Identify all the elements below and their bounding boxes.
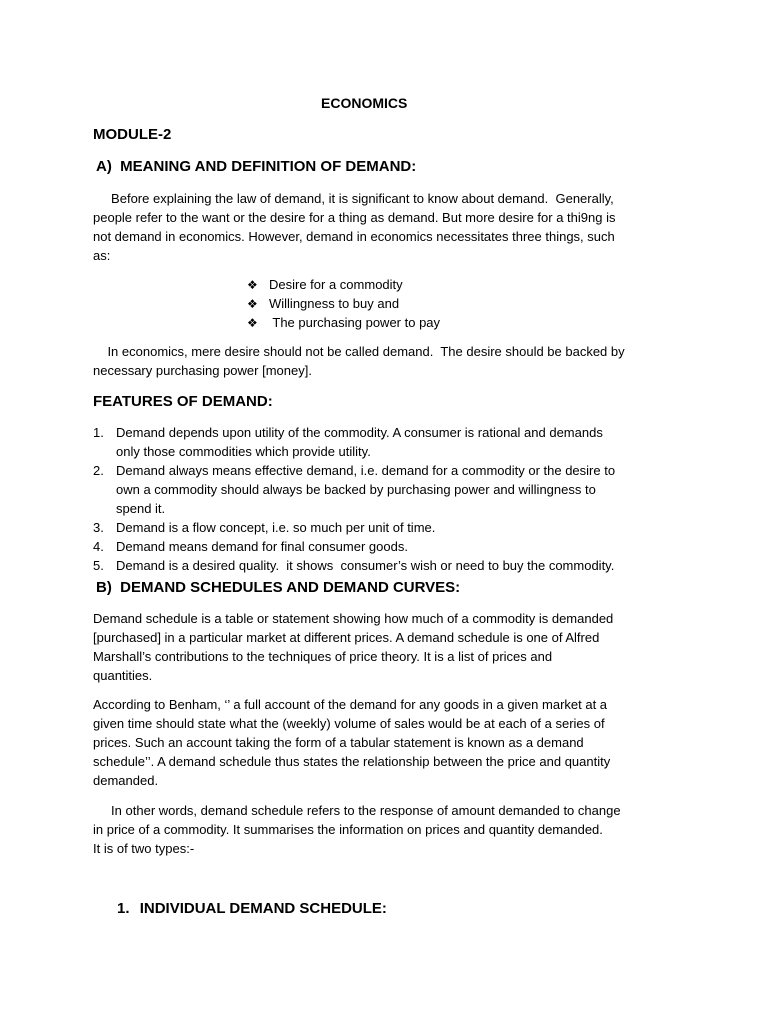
- section-b-heading: B) DEMAND SCHEDULES AND DEMAND CURVES:: [96, 579, 461, 596]
- section-b-paragraph-1: [93, 609, 683, 685]
- section-a-intro: [93, 189, 683, 265]
- features-list: [93, 423, 683, 575]
- features-heading: FEATURES OF DEMAND:: [93, 393, 273, 410]
- list-item: [247, 275, 647, 294]
- list-item-text: Desire for a commodity: [269, 277, 403, 292]
- text-line: people refer to the want or the desire for a thing as demand. But more desire for a thi9ng is: [93, 210, 616, 225]
- text-line: It is of two types:-: [93, 841, 195, 856]
- list-number: 2.: [93, 463, 104, 478]
- text-line: quantities.: [93, 668, 153, 683]
- text-line: not demand in economics. However, demand in economics necessitates three things, such: [93, 229, 615, 244]
- text-line: prices. Such an account taking the form of a tabular statement is known as a demand: [93, 735, 584, 750]
- text-line: Before explaining the law of demand, it is significant to know about demand. Generally,: [93, 191, 614, 206]
- text-line: Demand schedule is a table or statement showing how much of a commodity is demanded: [93, 611, 614, 626]
- list-item: [93, 518, 683, 537]
- text-line: demanded.: [93, 773, 159, 788]
- subsection-title: INDIVIDUAL DEMAND SCHEDULE:: [139, 900, 387, 917]
- text-line: only those commodities which provide utility.: [116, 444, 371, 459]
- text-line: [purchased] in a particular market at different prices. A demand schedule is one of Alfred: [93, 630, 600, 645]
- list-number: 5.: [93, 558, 104, 573]
- text-line: Marshall’s contributions to the techniques of price theory. It is a list of prices and: [93, 649, 553, 664]
- list-item-text: The purchasing power to pay: [269, 315, 441, 330]
- list-item-text: Willingness to buy and: [269, 296, 400, 311]
- section-b-paragraph-3: [93, 801, 683, 858]
- text-line: spend it.: [116, 501, 166, 516]
- subsection-heading: [117, 899, 387, 918]
- list-item: [93, 423, 683, 461]
- text-line: Demand is a desired quality. it shows consumer’s wish or need to buy the commodity.: [116, 558, 615, 573]
- list-item: [247, 313, 647, 332]
- section-a-closing: [93, 342, 683, 380]
- section-a-heading: A) MEANING AND DEFINITION OF DEMAND:: [96, 158, 417, 175]
- text-line: According to Benham, ‘’ a full account of the demand for any goods in a given market at a: [93, 697, 608, 712]
- text-line: necessary purchasing power [money].: [93, 363, 312, 378]
- text-line: In other words, demand schedule refers to the response of amount demanded to change: [93, 803, 621, 818]
- document-title: ECONOMICS: [321, 95, 408, 111]
- text-line: schedule’’. A demand schedule thus states the relationship between the price and quantity: [93, 754, 611, 769]
- subsection-number: 1.: [117, 900, 130, 917]
- text-line: own a commodity should always be backed by purchasing power and willingness to: [116, 482, 596, 497]
- diamond-bullet-icon: ❖: [247, 278, 258, 292]
- text-line: Demand always means effective demand, i.e. demand for a commodity or the desire to: [116, 463, 616, 478]
- section-b-paragraph-2: [93, 695, 683, 790]
- text-line: as:: [93, 248, 111, 263]
- diamond-bullet-icon: ❖: [247, 297, 258, 311]
- text-line: Demand is a flow concept, i.e. so much per unit of time.: [116, 520, 436, 535]
- list-item: [93, 537, 683, 556]
- text-line: in price of a commodity. It summarises the information on prices and quantity demanded.: [93, 822, 603, 837]
- list-number: 3.: [93, 520, 104, 535]
- list-item: [93, 556, 683, 575]
- text-line: In economics, mere desire should not be called demand. The desire should be backed by: [93, 344, 625, 359]
- text-line: Demand means demand for final consumer goods.: [116, 539, 408, 554]
- requirements-list: [247, 275, 647, 332]
- diamond-bullet-icon: ❖: [247, 316, 258, 330]
- module-heading: MODULE-2: [93, 126, 172, 143]
- text-line: given time should state what the (weekly) volume of sales would be at each of a series of: [93, 716, 605, 731]
- list-item: [247, 294, 647, 313]
- list-item: [93, 461, 683, 518]
- text-line: Demand depends upon utility of the commodity. A consumer is rational and demands: [116, 425, 603, 440]
- list-number: 4.: [93, 539, 104, 554]
- list-number: 1.: [93, 425, 104, 440]
